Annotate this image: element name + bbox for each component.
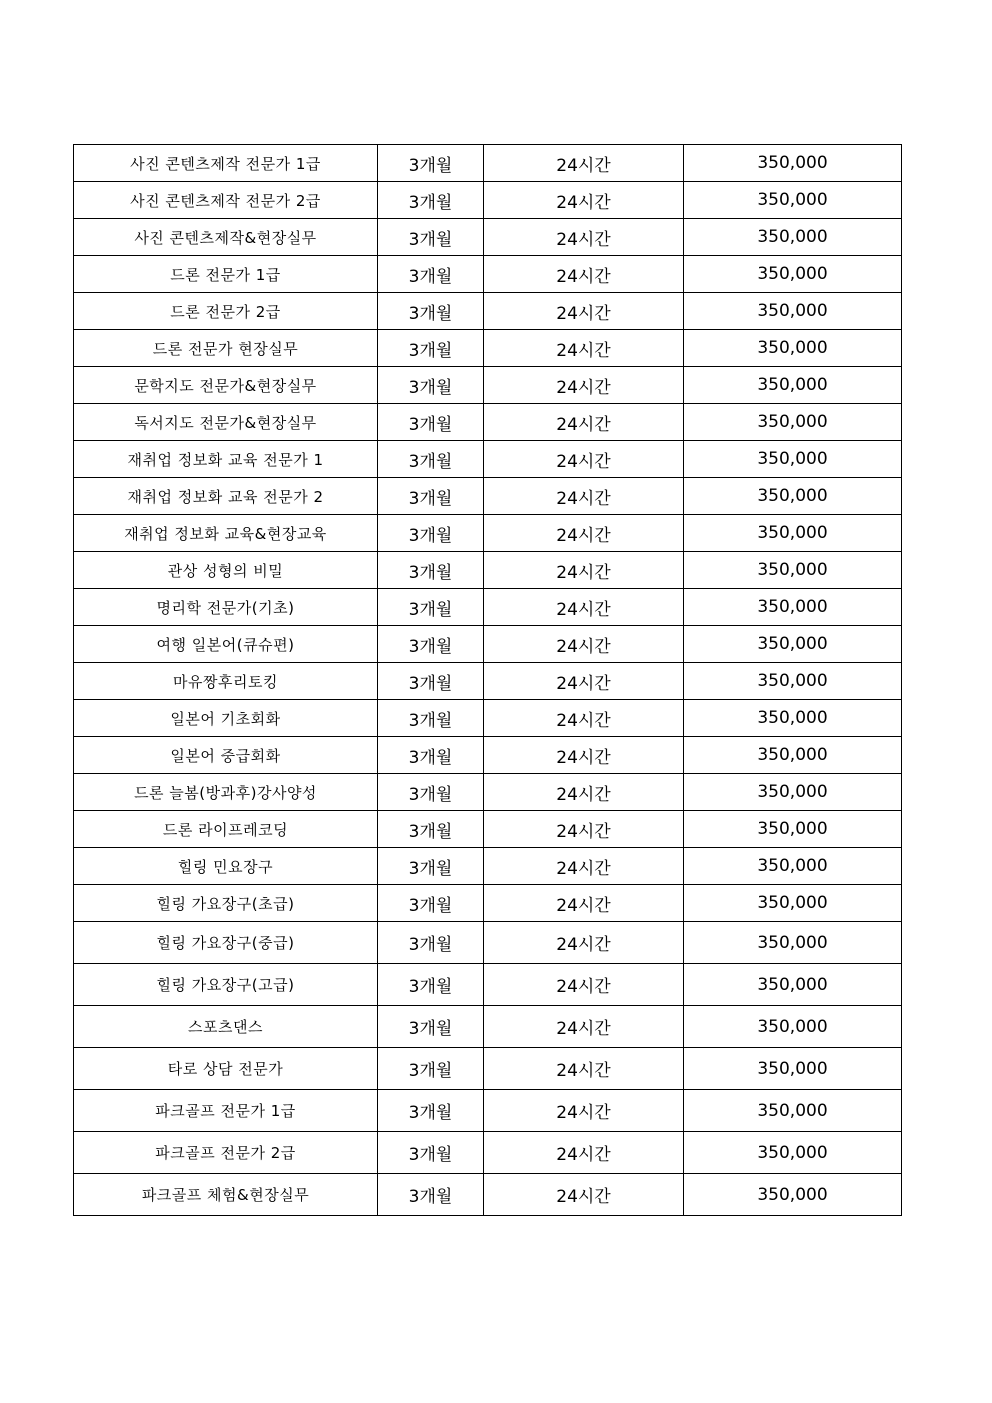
fee-cell: 350,000: [684, 1090, 902, 1132]
fee-cell: 350,000: [684, 552, 902, 589]
hours-cell: 24시간: [484, 552, 684, 589]
table-row: [74, 404, 902, 441]
fee-cell: 350,000: [684, 1048, 902, 1090]
course-name-cell: 관상 성형의 비밀: [74, 552, 378, 589]
table-row: [74, 515, 902, 552]
fee-cell: 350,000: [684, 145, 902, 182]
course-table: [73, 144, 902, 1216]
hours-cell: 24시간: [484, 626, 684, 663]
course-name-cell: 스포츠댄스: [74, 1006, 378, 1048]
fee-cell: 350,000: [684, 256, 902, 293]
course-name-cell: 재취업 정보화 교육 전문가 2: [74, 478, 378, 515]
fee-cell: 350,000: [684, 885, 902, 922]
duration-cell: 3개월: [378, 367, 484, 404]
duration-cell: 3개월: [378, 330, 484, 367]
duration-cell: 3개월: [378, 589, 484, 626]
course-name-cell: 사진 콘텐츠제작 전문가 1급: [74, 145, 378, 182]
table-row: [74, 663, 902, 700]
duration-cell: 3개월: [378, 737, 484, 774]
duration-cell: 3개월: [378, 848, 484, 885]
duration-cell: 3개월: [378, 293, 484, 330]
table-row: [74, 885, 902, 922]
fee-cell: 350,000: [684, 626, 902, 663]
hours-cell: 24시간: [484, 589, 684, 626]
hours-cell: 24시간: [484, 885, 684, 922]
table-row: [74, 811, 902, 848]
course-name-cell: 사진 콘텐츠제작 전문가 2급: [74, 182, 378, 219]
hours-cell: 24시간: [484, 1174, 684, 1216]
table-row: [74, 626, 902, 663]
table-row: [74, 1006, 902, 1048]
fee-cell: 350,000: [684, 441, 902, 478]
course-name-cell: 재취업 정보화 교육&현장교육: [74, 515, 378, 552]
duration-cell: 3개월: [378, 811, 484, 848]
table-row: [74, 478, 902, 515]
course-table-body: [74, 145, 902, 1216]
hours-cell: 24시간: [484, 700, 684, 737]
hours-cell: 24시간: [484, 515, 684, 552]
fee-cell: 350,000: [684, 774, 902, 811]
fee-cell: 350,000: [684, 478, 902, 515]
course-name-cell: 일본어 중급회화: [74, 737, 378, 774]
course-name-cell: 드론 전문가 2급: [74, 293, 378, 330]
fee-cell: 350,000: [684, 1006, 902, 1048]
course-name-cell: 파크골프 체험&현장실무: [74, 1174, 378, 1216]
course-name-cell: 여행 일본어(큐슈편): [74, 626, 378, 663]
hours-cell: 24시간: [484, 663, 684, 700]
table-row: [74, 1132, 902, 1174]
hours-cell: 24시간: [484, 737, 684, 774]
course-name-cell: 힐링 민요장구: [74, 848, 378, 885]
duration-cell: 3개월: [378, 964, 484, 1006]
hours-cell: 24시간: [484, 1132, 684, 1174]
table-row: [74, 848, 902, 885]
duration-cell: 3개월: [378, 515, 484, 552]
table-row: [74, 737, 902, 774]
course-name-cell: 사진 콘텐츠제작&현장실무: [74, 219, 378, 256]
course-name-cell: 힐링 가요장구(중급): [74, 922, 378, 964]
course-name-cell: 독서지도 전문가&현장실무: [74, 404, 378, 441]
table-row: [74, 441, 902, 478]
course-name-cell: 힐링 가요장구(초급): [74, 885, 378, 922]
hours-cell: 24시간: [484, 182, 684, 219]
duration-cell: 3개월: [378, 219, 484, 256]
hours-cell: 24시간: [484, 145, 684, 182]
duration-cell: 3개월: [378, 145, 484, 182]
course-name-cell: 드론 전문가 1급: [74, 256, 378, 293]
course-name-cell: 파크골프 전문가 1급: [74, 1090, 378, 1132]
fee-cell: 350,000: [684, 182, 902, 219]
course-name-cell: 파크골프 전문가 2급: [74, 1132, 378, 1174]
hours-cell: 24시간: [484, 367, 684, 404]
hours-cell: 24시간: [484, 1048, 684, 1090]
fee-cell: 350,000: [684, 1132, 902, 1174]
hours-cell: 24시간: [484, 774, 684, 811]
duration-cell: 3개월: [378, 922, 484, 964]
hours-cell: 24시간: [484, 404, 684, 441]
duration-cell: 3개월: [378, 626, 484, 663]
course-name-cell: 드론 전문가 현장실무: [74, 330, 378, 367]
hours-cell: 24시간: [484, 848, 684, 885]
hours-cell: 24시간: [484, 256, 684, 293]
duration-cell: 3개월: [378, 1174, 484, 1216]
table-row: [74, 589, 902, 626]
fee-cell: 350,000: [684, 663, 902, 700]
fee-cell: 350,000: [684, 589, 902, 626]
table-row: [74, 293, 902, 330]
course-name-cell: 드론 라이프레코딩: [74, 811, 378, 848]
hours-cell: 24시간: [484, 330, 684, 367]
duration-cell: 3개월: [378, 1090, 484, 1132]
fee-cell: 350,000: [684, 922, 902, 964]
duration-cell: 3개월: [378, 885, 484, 922]
fee-cell: 350,000: [684, 404, 902, 441]
duration-cell: 3개월: [378, 552, 484, 589]
hours-cell: 24시간: [484, 293, 684, 330]
table-row: [74, 256, 902, 293]
table-row: [74, 182, 902, 219]
duration-cell: 3개월: [378, 1006, 484, 1048]
table-row: [74, 922, 902, 964]
hours-cell: 24시간: [484, 441, 684, 478]
course-name-cell: 문학지도 전문가&현장실무: [74, 367, 378, 404]
course-name-cell: 마유짱후리토킹: [74, 663, 378, 700]
duration-cell: 3개월: [378, 1048, 484, 1090]
course-name-cell: 타로 상담 전문가: [74, 1048, 378, 1090]
duration-cell: 3개월: [378, 1132, 484, 1174]
table-row: [74, 700, 902, 737]
table-row: [74, 145, 902, 182]
fee-cell: 350,000: [684, 1174, 902, 1216]
course-name-cell: 드론 늘봄(방과후)강사양성: [74, 774, 378, 811]
fee-cell: 350,000: [684, 737, 902, 774]
course-name-cell: 재취업 정보화 교육 전문가 1: [74, 441, 378, 478]
fee-cell: 350,000: [684, 515, 902, 552]
hours-cell: 24시간: [484, 811, 684, 848]
hours-cell: 24시간: [484, 964, 684, 1006]
table-row: [74, 964, 902, 1006]
fee-cell: 350,000: [684, 367, 902, 404]
duration-cell: 3개월: [378, 182, 484, 219]
fee-cell: 350,000: [684, 293, 902, 330]
duration-cell: 3개월: [378, 441, 484, 478]
table-row: [74, 330, 902, 367]
table-row: [74, 1048, 902, 1090]
duration-cell: 3개월: [378, 404, 484, 441]
fee-cell: 350,000: [684, 811, 902, 848]
fee-cell: 350,000: [684, 219, 902, 256]
duration-cell: 3개월: [378, 700, 484, 737]
table-row: [74, 219, 902, 256]
duration-cell: 3개월: [378, 774, 484, 811]
duration-cell: 3개월: [378, 663, 484, 700]
hours-cell: 24시간: [484, 1006, 684, 1048]
course-name-cell: 명리학 전문가(기초): [74, 589, 378, 626]
course-name-cell: 힐링 가요장구(고급): [74, 964, 378, 1006]
table-row: [74, 367, 902, 404]
table-row: [74, 552, 902, 589]
hours-cell: 24시간: [484, 219, 684, 256]
hours-cell: 24시간: [484, 922, 684, 964]
fee-cell: 350,000: [684, 330, 902, 367]
hours-cell: 24시간: [484, 478, 684, 515]
fee-cell: 350,000: [684, 964, 902, 1006]
fee-cell: 350,000: [684, 848, 902, 885]
hours-cell: 24시간: [484, 1090, 684, 1132]
table-row: [74, 1090, 902, 1132]
fee-cell: 350,000: [684, 700, 902, 737]
table-row: [74, 774, 902, 811]
course-name-cell: 일본어 기초회화: [74, 700, 378, 737]
table-row: [74, 1174, 902, 1216]
duration-cell: 3개월: [378, 478, 484, 515]
duration-cell: 3개월: [378, 256, 484, 293]
